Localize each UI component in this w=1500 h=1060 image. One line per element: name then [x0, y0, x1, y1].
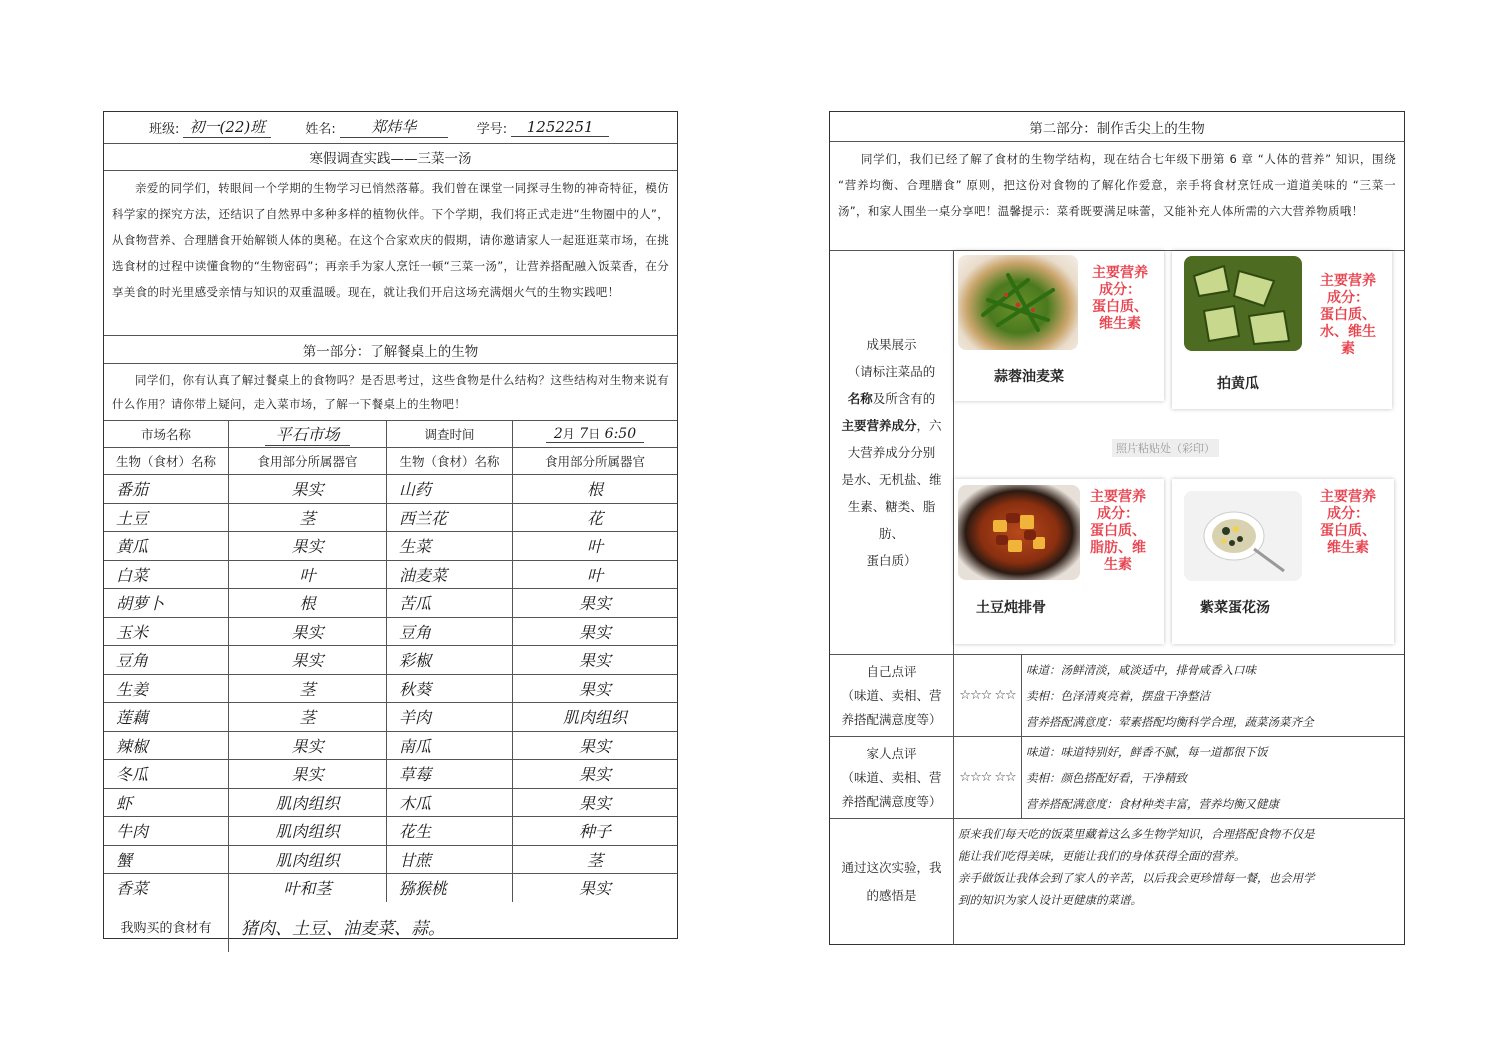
- time-day: 7: [579, 426, 589, 442]
- food-name-cell: 羊肉: [399, 708, 432, 728]
- organ-cell: 茎: [299, 708, 316, 728]
- food-name-cell: 草莓: [399, 765, 432, 785]
- organ-cell: 果实: [291, 736, 324, 756]
- table-header: [104, 448, 677, 475]
- table-row: [104, 732, 677, 761]
- nutrient-text: 主要营养 成分： 蛋白质、 脂肪、维 生素: [1090, 489, 1146, 573]
- table-row: [104, 618, 677, 647]
- family-eval-text: 味道：味道特别好，鲜香不腻，每一道都很下饭 卖相：颜色搭配好看，干净精致 营养搭配满意度：食材种类丰富，营养均衡又健康: [1026, 744, 1279, 811]
- student-id-value: 1252251: [511, 118, 609, 137]
- self-eval-label: 自己点评 （味道、卖相、营 养搭配满意度等）: [841, 663, 942, 727]
- food-name-cell: 西兰花: [399, 508, 448, 528]
- nutrient-text: 主要营养 成分： 蛋白质、 维生素: [1320, 489, 1376, 556]
- food-table-body: [104, 475, 677, 902]
- col-header: 生物（食材）名称: [387, 448, 513, 474]
- nutrient-text: 主要营养 成分： 蛋白质、 维生素: [1092, 265, 1148, 332]
- food-name-cell: 白菜: [116, 565, 149, 585]
- food-name-cell: 苦瓜: [399, 594, 432, 614]
- food-name-cell: 秋葵: [399, 679, 432, 699]
- organ-cell: 叶和茎: [283, 879, 332, 899]
- food-name-cell: 猕猴桃: [399, 879, 448, 899]
- organ-cell: 根: [586, 480, 603, 500]
- food-name-cell: 玉米: [116, 622, 149, 642]
- class-value: 初一(22)班: [183, 116, 271, 138]
- food-name-cell: 土豆: [116, 508, 149, 528]
- family-eval-row: [830, 737, 1404, 819]
- table-row: [104, 703, 677, 732]
- food-name-cell: 番茄: [116, 480, 149, 500]
- food-name-cell: 生菜: [399, 537, 432, 557]
- table-row: [104, 874, 677, 902]
- nutrient-text: 主要营养 成分： 蛋白质、 水、维生 素: [1320, 273, 1376, 357]
- self-eval-stars: ☆☆☆ ☆☆: [959, 688, 1016, 703]
- part2-paragraph: 同学们，我们已经了解了食材的生物学结构，现在结合七年级下册第 6 章 “人体的营养” 知识，围绕 “营养均衡、合理膳食” 原则，把这份对食物的了解化作爱意，亲手将食材烹饪成一道道美味的 “三菜一汤”，和家人围坐一桌分享吧！温馨提示：菜肴既要满足味蕾，又能补充人体所需的六大营养物质哦！: [838, 152, 1396, 218]
- table-row: [104, 846, 677, 875]
- table-row: [104, 675, 677, 704]
- organ-cell: 茎: [299, 679, 316, 699]
- self-eval-text: 味道：汤鲜清淡，咸淡适中，排骨咸香入口味 卖相：色泽清爽亮着，摆盘干净整洁 营养搭配满意度：荤素搭配均衡科学合理，蔬菜汤菜齐全: [1026, 662, 1314, 729]
- organ-cell: 果实: [291, 480, 324, 500]
- food-name-cell: 彩椒: [399, 651, 432, 671]
- worksheet-title: 寒假调查实践——三菜一汤: [309, 151, 472, 167]
- student-id-label: 学号:: [476, 121, 508, 137]
- organ-cell: 花: [586, 508, 603, 528]
- organ-cell: 肌肉组织: [275, 822, 340, 842]
- survey-time: 2月 7日 6:50: [513, 421, 677, 447]
- dish-name: 拍黄瓜: [1217, 376, 1259, 392]
- organ-cell: 果实: [578, 879, 611, 899]
- garlic-lettuce-photo: [958, 255, 1078, 350]
- family-eval-label: 家人点评 （味道、卖相、营 养搭配满意度等）: [841, 745, 942, 809]
- food-name-cell: 山药: [399, 480, 432, 500]
- food-name-cell: 花生: [399, 822, 432, 842]
- food-name-cell: 虾: [116, 793, 133, 813]
- time-label: 调查时间: [387, 421, 513, 447]
- organ-cell: 果实: [578, 679, 611, 699]
- table-row: [104, 646, 677, 675]
- food-name-cell: 甘蔗: [399, 850, 432, 870]
- results-row: [830, 251, 1404, 655]
- time-minute: 50: [618, 426, 637, 442]
- reflection-text: 原来我们每天吃的饭菜里藏着这么多生物学知识，合理搭配食物不仅是 能让我们吃得美味，更能让我们的身体获得全面的营养。 亲手做饭让我体会到了家人的辛苦，以后我会更珍惜每一餐，也会用学 到的知识为家人设计更健康的菜谱。: [958, 827, 1315, 907]
- left-page: [103, 111, 678, 939]
- food-name-cell: 南瓜: [399, 736, 432, 756]
- table-row: [104, 561, 677, 590]
- bought-row: [104, 902, 677, 952]
- intro-paragraph: 亲爱的同学们，转眼间一个学期的生物学习已悄然落幕。我们曾在课堂一同探寻生物的神奇特征，模仿科学家的探究方法，还结识了自然界中多种多样的植物伙伴。下个学期，我们将正式走进“生物圈中的人”，从食物营养、合理膳食开始解锁人体的奥秘。在这个合家欢庆的假期，请你邀请家人一起逛逛菜市场，在挑选食材的过程中读懂食物的“生物密码”；再亲手为家人烹饪一顿“三菜一汤”，让营养搭配融入饭菜香，在分享美食的时光里感受亲情与知识的双重温暖。现在，就让我们开启这场充满烟火气的生物实践吧！: [112, 181, 669, 299]
- food-name-cell: 豆角: [116, 651, 149, 671]
- time-month: 2: [553, 426, 563, 442]
- food-name-cell: 牛肉: [116, 822, 149, 842]
- organ-cell: 果实: [578, 736, 611, 756]
- market-label: 市场名称: [104, 421, 229, 447]
- organ-cell: 果实: [578, 651, 611, 671]
- organ-cell: 肌肉组织: [275, 793, 340, 813]
- organ-cell: 果实: [291, 537, 324, 557]
- photo-hint: 照片粘贴处（彩印）: [1112, 439, 1219, 457]
- food-name-cell: 油麦菜: [399, 565, 448, 585]
- dish-name: 土豆炖排骨: [976, 600, 1046, 616]
- dish-card: [1172, 251, 1392, 409]
- self-eval-row: [830, 655, 1404, 737]
- name-label: 姓名:: [305, 121, 336, 137]
- potato-ribs-photo: [958, 485, 1080, 580]
- market-row: [104, 421, 677, 448]
- organ-cell: 果实: [578, 793, 611, 813]
- dish-card: [1172, 479, 1394, 644]
- day-unit: 日: [588, 427, 601, 441]
- organ-cell: 果实: [578, 594, 611, 614]
- col-header: 食用部分所属器官: [544, 454, 645, 469]
- bought-label: 我购买的食材有: [104, 902, 229, 952]
- organ-cell: 果实: [291, 651, 324, 671]
- dish-name: 蒜蓉油麦菜: [994, 369, 1064, 385]
- organ-cell: 肌肉组织: [562, 708, 627, 728]
- organ-cell: 果实: [578, 765, 611, 785]
- col-header: 食用部分所属器官: [229, 448, 387, 474]
- photo-area: [954, 251, 1404, 654]
- time-hour: 6: [604, 426, 614, 442]
- table-row: [104, 532, 677, 561]
- organ-cell: 肌肉组织: [275, 850, 340, 870]
- table-row: [104, 475, 677, 504]
- dish-name: 紫菜蛋花汤: [1200, 600, 1270, 616]
- organ-cell: 种子: [578, 822, 611, 842]
- organ-cell: 果实: [291, 622, 324, 642]
- organ-cell: 根: [299, 594, 316, 614]
- bought-value: 猪肉、土豆、油麦菜、蒜。: [241, 919, 445, 939]
- food-name-cell: 莲藕: [116, 708, 149, 728]
- market-value: 平石市场: [265, 422, 349, 446]
- cucumber-photo: [1184, 256, 1302, 351]
- month-unit: 月: [562, 427, 575, 441]
- organ-cell: 叶: [586, 565, 603, 585]
- dish-card: [954, 479, 1164, 644]
- organ-cell: 果实: [578, 622, 611, 642]
- organ-cell: 茎: [299, 508, 316, 528]
- table-row: [104, 817, 677, 846]
- name-value: 郑炜华: [340, 116, 448, 138]
- food-name-cell: 黄瓜: [116, 537, 149, 557]
- food-name-cell: 香菜: [116, 879, 149, 899]
- class-label: 班级:: [149, 121, 180, 137]
- table-row: [104, 504, 677, 533]
- part2-title: 第二部分：制作舌尖上的生物: [1029, 120, 1205, 137]
- reflection-row: [830, 819, 1404, 945]
- food-name-cell: 木瓜: [399, 793, 432, 813]
- family-eval-stars: ☆☆☆ ☆☆: [959, 770, 1016, 785]
- food-name-cell: 豆角: [399, 622, 432, 642]
- part1-title: 第一部分：了解餐桌上的生物: [302, 343, 479, 360]
- part1-paragraph: 同学们，你有认真了解过餐桌上的食物吗？是否思考过，这些食物是什么结构？这些结构对生物来说有什么作用？请你带上疑问，走入菜市场，了解一下餐桌上的生物吧！: [112, 373, 669, 411]
- table-row: [104, 760, 677, 789]
- organ-cell: 叶: [586, 537, 603, 557]
- seaweed-soup-photo: [1184, 491, 1302, 581]
- table-row: [104, 789, 677, 818]
- student-info-row: [104, 112, 677, 144]
- right-page: [829, 111, 1405, 945]
- reflection-label: 通过这次实验，我 的感悟是: [841, 860, 942, 903]
- organ-cell: 果实: [291, 765, 324, 785]
- col-header: 生物（食材）名称: [104, 448, 229, 474]
- table-row: [104, 589, 677, 618]
- food-name-cell: 冬瓜: [116, 765, 149, 785]
- food-name-cell: 胡萝卜: [116, 594, 165, 614]
- results-label: 成果展示 （请标注菜品的 名称及所含有的 主要营养成分，六 大营养成分分别 是水、无机盐、维 生素、糖类、脂肪、 蛋白质）: [841, 337, 942, 568]
- dish-card: [954, 251, 1164, 401]
- organ-cell: 茎: [586, 850, 603, 870]
- food-name-cell: 辣椒: [116, 736, 149, 756]
- organ-cell: 叶: [299, 565, 316, 585]
- food-name-cell: 生姜: [116, 679, 149, 699]
- food-name-cell: 蟹: [116, 850, 133, 870]
